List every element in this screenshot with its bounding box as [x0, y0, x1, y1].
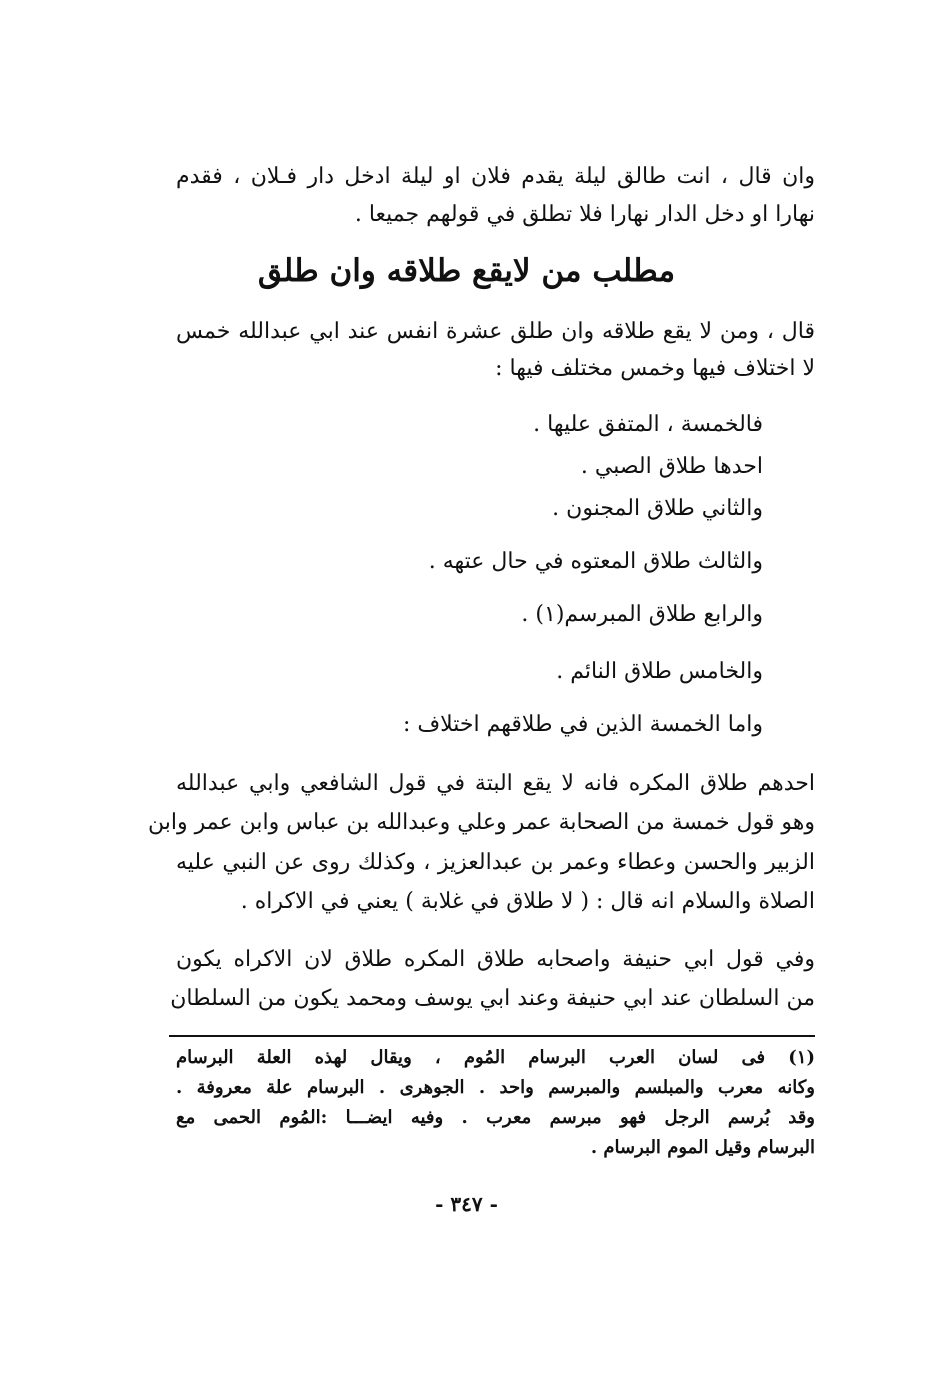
para1-line-1: قال ، ومن لا يقع طلاقه وان طلق عشرة انفس عند ابي عبدالله خمس	[176, 319, 815, 344]
footnote-line-1: (١) فى لسان العرب البرسام المُوم ، ويقال لهذه العلة البرسام	[176, 1047, 815, 1068]
section-heading: مطلب من لايقع طلاقه وان طلق	[257, 253, 676, 289]
footnote-line-4: البرسام وقيل الموم البرسام .	[590, 1137, 815, 1158]
list-item-2: احدها طلاق الصبي .	[580, 454, 763, 479]
intro-line-1: وان قال ، انت طالق ليلة يقدم فلان او ليلة ادخل دار فـلان ، فقدم	[176, 164, 815, 189]
page-number: - ٣٤٧ -	[435, 1192, 498, 1216]
list-item-7: واما الخمسة الذين في طلاقهم اختلاف :	[402, 712, 763, 737]
para2-line-2: وهو قول خمسة من الصحابة عمر وعلي وعبدالله بن عباس وابن عمر وابن	[148, 810, 815, 835]
para2-line-4: الصلاة والسلام انه قال : ( لا طلاق في غلابة ) يعني في الاكراه .	[240, 889, 815, 914]
para3-line-1: وفي قول ابي حنيفة واصحابه طلاق المكره طلاق لان الاكراه يكون	[176, 947, 815, 972]
para2-line-3: الزبير والحسن وعطاء وعمر بن عبدالعزيز ، وكذلك روى عن النبي عليه	[176, 850, 815, 875]
list-item-1: فالخمسة ، المتفق عليها .	[533, 412, 763, 437]
footnote-separator	[169, 1035, 815, 1037]
list-item-6: والخامس طلاق النائم .	[556, 659, 763, 684]
list-item-5: والرابع طلاق المبرسم(١) .	[521, 602, 763, 627]
intro-line-2: نهارا او دخل الدار نهارا فلا تطلق في قولهم جميعا .	[354, 202, 815, 227]
para2-line-1: احدهم طلاق المكره فانه لا يقع البتة في قول الشافعي وابي عبدالله	[176, 771, 815, 796]
list-item-3: والثاني طلاق المجنون .	[552, 496, 763, 521]
footnote-line-3: وقد بُرسم الرجل فهو مبرسم معرب . وفيه ايضـــا :المُوم الحمى مع	[176, 1107, 815, 1128]
para3-line-2: من السلطان عند ابي حنيفة وعند ابي يوسف ومحمد يكون من السلطان	[170, 986, 815, 1011]
list-item-4: والثالث طلاق المعتوه في حال عتهه .	[428, 549, 763, 574]
para1-line-2: لا اختلاف فيها وخمس مختلف فيها :	[495, 356, 815, 381]
footnote-line-2: وكانه معرب والمبلسم والمبرسم واحد . الجوهرى . البرسام علة معروفة .	[176, 1077, 815, 1098]
